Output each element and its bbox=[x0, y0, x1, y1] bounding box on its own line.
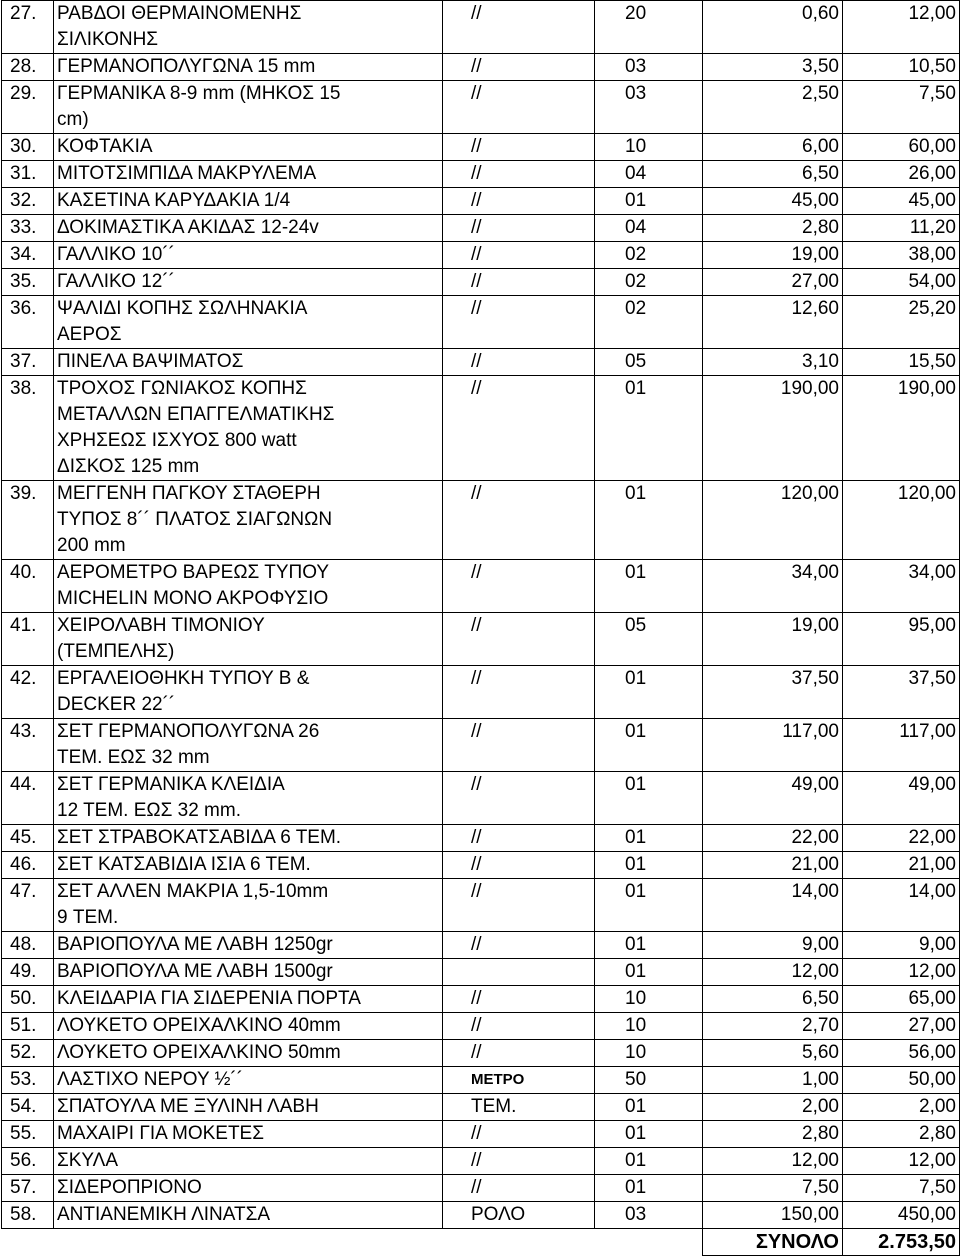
table-row bbox=[2, 134, 960, 161]
item-unit: // bbox=[443, 932, 595, 959]
table-row bbox=[2, 560, 960, 613]
item-quantity: 01 bbox=[595, 1121, 703, 1148]
item-number: 44. bbox=[2, 772, 54, 825]
item-quantity: 01 bbox=[595, 879, 703, 932]
item-unit: ΜΕΤΡΟ bbox=[443, 1067, 595, 1094]
item-unit: // bbox=[443, 825, 595, 852]
item-description: ΕΡΓΑΛΕΙΟΘΗΚΗ ΤΥΠΟΥ Β & DECKER 22´´ bbox=[54, 666, 443, 719]
table-row bbox=[2, 242, 960, 269]
item-description: ΔΟΚΙΜΑΣΤΙΚΑ ΑΚΙΔΑΣ 12-24v bbox=[54, 215, 443, 242]
item-description: ΠΙΝΕΛΑ ΒΑΨΙΜΑΤΟΣ bbox=[54, 349, 443, 376]
table-row bbox=[2, 1148, 960, 1175]
item-number: 38. bbox=[2, 376, 54, 481]
item-quantity: 10 bbox=[595, 134, 703, 161]
item-quantity: 01 bbox=[595, 1094, 703, 1121]
item-total: 21,00 bbox=[843, 852, 960, 879]
item-quantity: 05 bbox=[595, 613, 703, 666]
table-row bbox=[2, 81, 960, 134]
item-total: 56,00 bbox=[843, 1040, 960, 1067]
item-unit-price: 19,00 bbox=[703, 242, 843, 269]
item-unit-price: 2,50 bbox=[703, 81, 843, 134]
item-quantity: 10 bbox=[595, 986, 703, 1013]
item-unit-price: 120,00 bbox=[703, 481, 843, 560]
table-row bbox=[2, 879, 960, 932]
item-description: ΣΕΤ ΑΛΛΕΝ ΜΑΚΡΙΑ 1,5-10mm 9 ΤΕΜ. bbox=[54, 879, 443, 932]
item-number: 54. bbox=[2, 1094, 54, 1121]
item-unit-price: 3,50 bbox=[703, 54, 843, 81]
item-unit: // bbox=[443, 879, 595, 932]
item-unit-price: 37,50 bbox=[703, 666, 843, 719]
item-unit-price: 7,50 bbox=[703, 1175, 843, 1202]
item-unit: ΤΕΜ. bbox=[443, 1094, 595, 1121]
item-number: 28. bbox=[2, 54, 54, 81]
item-unit: // bbox=[443, 1175, 595, 1202]
item-total: 50,00 bbox=[843, 1067, 960, 1094]
item-description: ΓΑΛΛΙΚΟ 12´´ bbox=[54, 269, 443, 296]
item-unit: // bbox=[443, 376, 595, 481]
item-number: 27. bbox=[2, 1, 54, 54]
item-number: 52. bbox=[2, 1040, 54, 1067]
item-unit-price: 2,00 bbox=[703, 1094, 843, 1121]
item-unit-price: 6,50 bbox=[703, 161, 843, 188]
table-row bbox=[2, 1121, 960, 1148]
item-total: 95,00 bbox=[843, 613, 960, 666]
item-number: 42. bbox=[2, 666, 54, 719]
item-total: 11,20 bbox=[843, 215, 960, 242]
item-quantity: 02 bbox=[595, 296, 703, 349]
total-label: ΣΥΝΟΛΟ bbox=[703, 1229, 843, 1256]
table-row bbox=[2, 1013, 960, 1040]
item-number: 43. bbox=[2, 719, 54, 772]
item-unit: // bbox=[443, 54, 595, 81]
item-unit-price: 6,00 bbox=[703, 134, 843, 161]
item-unit bbox=[443, 959, 595, 986]
item-description: ΒΑΡΙΟΠΟΥΛΑ ΜΕ ΛΑΒΗ 1500gr bbox=[54, 959, 443, 986]
item-description: ΚΟΦΤΑΚΙΑ bbox=[54, 134, 443, 161]
item-quantity: 01 bbox=[595, 481, 703, 560]
item-unit: // bbox=[443, 986, 595, 1013]
item-unit: // bbox=[443, 1040, 595, 1067]
item-number: 37. bbox=[2, 349, 54, 376]
item-description: ΤΡΟΧΟΣ ΓΩΝΙΑΚΟΣ ΚΟΠΗΣ ΜΕΤΑΛΛΩΝ ΕΠΑΓΓΕΛΜΑΤΙΚΗΣ ΧΡΗΣΕΩΣ ΙΣΧΥΟΣ 800 watt ΔΙΣΚΟΣ 125 mm bbox=[54, 376, 443, 481]
item-unit-price: 150,00 bbox=[703, 1202, 843, 1229]
table-row bbox=[2, 269, 960, 296]
item-description: ΚΑΣΕΤΙΝΑ ΚΑΡΥΔΑΚΙΑ 1/4 bbox=[54, 188, 443, 215]
item-unit: // bbox=[443, 242, 595, 269]
item-description: ΛΑΣΤΙΧΟ ΝΕΡΟΥ ½´´ bbox=[54, 1067, 443, 1094]
item-quantity: 20 bbox=[595, 1, 703, 54]
table-row bbox=[2, 215, 960, 242]
item-unit-price: 12,60 bbox=[703, 296, 843, 349]
total-row-spacer bbox=[2, 1229, 54, 1256]
item-description: ΓΕΡΜΑΝΟΠΟΛΥΓΩΝΑ 15 mm bbox=[54, 54, 443, 81]
table-row bbox=[2, 666, 960, 719]
item-total: 54,00 bbox=[843, 269, 960, 296]
item-number: 57. bbox=[2, 1175, 54, 1202]
table-row bbox=[2, 349, 960, 376]
item-total: 7,50 bbox=[843, 1175, 960, 1202]
total-row bbox=[2, 1229, 960, 1256]
item-unit-price: 21,00 bbox=[703, 852, 843, 879]
item-total: 2,00 bbox=[843, 1094, 960, 1121]
item-unit: // bbox=[443, 1148, 595, 1175]
item-unit-price: 5,60 bbox=[703, 1040, 843, 1067]
item-unit: // bbox=[443, 719, 595, 772]
item-unit-price: 49,00 bbox=[703, 772, 843, 825]
item-total: 9,00 bbox=[843, 932, 960, 959]
item-total: 26,00 bbox=[843, 161, 960, 188]
item-total: 120,00 bbox=[843, 481, 960, 560]
item-number: 53. bbox=[2, 1067, 54, 1094]
item-total: 38,00 bbox=[843, 242, 960, 269]
item-unit: // bbox=[443, 81, 595, 134]
item-total: 45,00 bbox=[843, 188, 960, 215]
item-description: ΣΕΤ ΓΕΡΜΑΝΟΠΟΛΥΓΩΝΑ 26 ΤΕΜ. ΕΩΣ 32 mm bbox=[54, 719, 443, 772]
item-quantity: 03 bbox=[595, 81, 703, 134]
item-total: 65,00 bbox=[843, 986, 960, 1013]
table-row bbox=[2, 1094, 960, 1121]
item-quantity: 05 bbox=[595, 349, 703, 376]
item-total: 117,00 bbox=[843, 719, 960, 772]
item-number: 45. bbox=[2, 825, 54, 852]
item-unit: // bbox=[443, 188, 595, 215]
item-description: ΓΕΡΜΑΝΙΚΑ 8-9 mm (ΜΗΚΟΣ 15 cm) bbox=[54, 81, 443, 134]
item-total: 12,00 bbox=[843, 1148, 960, 1175]
item-number: 47. bbox=[2, 879, 54, 932]
item-quantity: 02 bbox=[595, 242, 703, 269]
item-unit: // bbox=[443, 772, 595, 825]
item-total: 37,50 bbox=[843, 666, 960, 719]
item-total: 14,00 bbox=[843, 879, 960, 932]
item-description: ΨΑΛΙΔΙ ΚΟΠΗΣ ΣΩΛΗΝΑΚΙΑ ΑΕΡΟΣ bbox=[54, 296, 443, 349]
item-unit-price: 12,00 bbox=[703, 959, 843, 986]
items-table bbox=[1, 0, 960, 1256]
item-unit-price: 1,00 bbox=[703, 1067, 843, 1094]
item-unit-price: 27,00 bbox=[703, 269, 843, 296]
item-description: ΣΚΥΛΑ bbox=[54, 1148, 443, 1175]
item-quantity: 01 bbox=[595, 666, 703, 719]
table-row bbox=[2, 613, 960, 666]
item-unit-price: 190,00 bbox=[703, 376, 843, 481]
item-description: ΣΕΤ ΓΕΡΜΑΝΙΚΑ ΚΛΕΙΔΙΑ 12 ΤΕΜ. ΕΩΣ 32 mm. bbox=[54, 772, 443, 825]
table-row bbox=[2, 188, 960, 215]
table-row bbox=[2, 1202, 960, 1229]
item-quantity: 01 bbox=[595, 560, 703, 613]
item-description: ΚΛΕΙΔΑΡΙΑ ΓΙΑ ΣΙΔΕΡΕΝΙΑ ΠΟΡΤΑ bbox=[54, 986, 443, 1013]
item-total: 15,50 bbox=[843, 349, 960, 376]
item-number: 32. bbox=[2, 188, 54, 215]
item-unit: // bbox=[443, 1013, 595, 1040]
item-unit-price: 6,50 bbox=[703, 986, 843, 1013]
items-table-body bbox=[2, 1, 960, 1256]
item-quantity: 03 bbox=[595, 1202, 703, 1229]
item-unit-price: 34,00 bbox=[703, 560, 843, 613]
table-row bbox=[2, 1, 960, 54]
item-unit-price: 9,00 bbox=[703, 932, 843, 959]
item-unit: // bbox=[443, 215, 595, 242]
item-total: 34,00 bbox=[843, 560, 960, 613]
item-description: ΛΟΥΚΕΤΟ ΟΡΕΙΧΑΛΚΙΝΟ 40mm bbox=[54, 1013, 443, 1040]
item-number: 58. bbox=[2, 1202, 54, 1229]
item-quantity: 01 bbox=[595, 825, 703, 852]
table-row bbox=[2, 772, 960, 825]
item-number: 55. bbox=[2, 1121, 54, 1148]
item-quantity: 02 bbox=[595, 269, 703, 296]
item-number: 49. bbox=[2, 959, 54, 986]
item-quantity: 01 bbox=[595, 932, 703, 959]
item-unit-price: 45,00 bbox=[703, 188, 843, 215]
item-unit: // bbox=[443, 296, 595, 349]
item-quantity: 01 bbox=[595, 376, 703, 481]
item-number: 39. bbox=[2, 481, 54, 560]
item-quantity: 04 bbox=[595, 161, 703, 188]
item-description: ΑΝΤΙΑΝΕΜΙΚΗ ΛΙΝΑΤΣΑ bbox=[54, 1202, 443, 1229]
item-description: ΣΠΑΤΟΥΛΑ ΜΕ ΞΥΛΙΝΗ ΛΑΒΗ bbox=[54, 1094, 443, 1121]
item-quantity: 10 bbox=[595, 1040, 703, 1067]
item-unit: // bbox=[443, 349, 595, 376]
item-description: ΡΑΒΔΟΙ ΘΕΡΜΑΙΝΟΜΕΝΗΣ ΣΙΛΙΚΟΝΗΣ bbox=[54, 1, 443, 54]
item-unit: // bbox=[443, 1, 595, 54]
item-unit: // bbox=[443, 161, 595, 188]
item-number: 56. bbox=[2, 1148, 54, 1175]
table-row bbox=[2, 825, 960, 852]
item-number: 34. bbox=[2, 242, 54, 269]
item-number: 30. bbox=[2, 134, 54, 161]
item-unit: // bbox=[443, 613, 595, 666]
item-description: ΣΙΔΕΡΟΠΡΙΟΝΟ bbox=[54, 1175, 443, 1202]
item-quantity: 01 bbox=[595, 1175, 703, 1202]
item-number: 51. bbox=[2, 1013, 54, 1040]
item-total: 190,00 bbox=[843, 376, 960, 481]
table-row bbox=[2, 54, 960, 81]
item-number: 46. bbox=[2, 852, 54, 879]
item-quantity: 01 bbox=[595, 852, 703, 879]
item-unit-price: 2,70 bbox=[703, 1013, 843, 1040]
item-total: 12,00 bbox=[843, 959, 960, 986]
item-quantity: 01 bbox=[595, 1148, 703, 1175]
item-description: ΧΕΙΡΟΛΑΒΗ ΤΙΜΟΝΙΟΥ (ΤΕΜΠΕΛΗΣ) bbox=[54, 613, 443, 666]
table-row bbox=[2, 1040, 960, 1067]
item-unit: // bbox=[443, 481, 595, 560]
item-unit: // bbox=[443, 666, 595, 719]
item-unit: // bbox=[443, 134, 595, 161]
item-total: 10,50 bbox=[843, 54, 960, 81]
item-total: 60,00 bbox=[843, 134, 960, 161]
total-row-spacer bbox=[54, 1229, 443, 1256]
item-unit-price: 12,00 bbox=[703, 1148, 843, 1175]
total-row-spacer bbox=[443, 1229, 595, 1256]
item-total: 27,00 bbox=[843, 1013, 960, 1040]
item-number: 31. bbox=[2, 161, 54, 188]
item-description: ΒΑΡΙΟΠΟΥΛΑ ΜΕ ΛΑΒΗ 1250gr bbox=[54, 932, 443, 959]
item-number: 41. bbox=[2, 613, 54, 666]
table-row bbox=[2, 1067, 960, 1094]
table-row bbox=[2, 852, 960, 879]
item-unit-price: 14,00 bbox=[703, 879, 843, 932]
item-number: 36. bbox=[2, 296, 54, 349]
item-unit-price: 0,60 bbox=[703, 1, 843, 54]
item-quantity: 01 bbox=[595, 188, 703, 215]
table-row bbox=[2, 986, 960, 1013]
item-unit: // bbox=[443, 852, 595, 879]
item-description: ΜΕΓΓΕΝΗ ΠΑΓΚΟΥ ΣΤΑΘΕΡΗ ΤΥΠΟΣ 8´´ ΠΛΑΤΟΣ ΣΙΑΓΩΝΩΝ 200 mm bbox=[54, 481, 443, 560]
item-total: 2,80 bbox=[843, 1121, 960, 1148]
item-unit-price: 3,10 bbox=[703, 349, 843, 376]
table-row bbox=[2, 376, 960, 481]
item-unit-price: 2,80 bbox=[703, 1121, 843, 1148]
table-row bbox=[2, 481, 960, 560]
table-row bbox=[2, 296, 960, 349]
item-number: 48. bbox=[2, 932, 54, 959]
item-unit: ΡΟΛΟ bbox=[443, 1202, 595, 1229]
table-row bbox=[2, 959, 960, 986]
item-number: 35. bbox=[2, 269, 54, 296]
item-quantity: 01 bbox=[595, 719, 703, 772]
item-total: 450,00 bbox=[843, 1202, 960, 1229]
item-quantity: 10 bbox=[595, 1013, 703, 1040]
item-description: ΛΟΥΚΕΤΟ ΟΡΕΙΧΑΛΚΙΝΟ 50mm bbox=[54, 1040, 443, 1067]
item-quantity: 01 bbox=[595, 772, 703, 825]
item-description: ΜΑΧΑΙΡΙ ΓΙΑ ΜΟΚΕΤΕΣ bbox=[54, 1121, 443, 1148]
item-total: 49,00 bbox=[843, 772, 960, 825]
item-description: ΣΕΤ ΣΤΡΑΒΟΚΑΤΣΑΒΙΔΑ 6 ΤΕΜ. bbox=[54, 825, 443, 852]
item-description: ΑΕΡΟΜΕΤΡΟ ΒΑΡΕΩΣ ΤΥΠΟΥ MICHELIN ΜΟΝΟ ΑΚΡΟΦΥΣΙΟ bbox=[54, 560, 443, 613]
item-description: ΣΕΤ ΚΑΤΣΑΒΙΔΙΑ ΙΣΙΑ 6 ΤΕΜ. bbox=[54, 852, 443, 879]
item-description: ΓΑΛΛΙΚΟ 10´´ bbox=[54, 242, 443, 269]
item-number: 33. bbox=[2, 215, 54, 242]
table-row bbox=[2, 932, 960, 959]
item-total: 7,50 bbox=[843, 81, 960, 134]
table-row bbox=[2, 719, 960, 772]
item-unit-price: 19,00 bbox=[703, 613, 843, 666]
item-number: 29. bbox=[2, 81, 54, 134]
item-total: 12,00 bbox=[843, 1, 960, 54]
item-unit-price: 22,00 bbox=[703, 825, 843, 852]
item-unit: // bbox=[443, 560, 595, 613]
item-number: 40. bbox=[2, 560, 54, 613]
item-quantity: 04 bbox=[595, 215, 703, 242]
total-value: 2.753,50 bbox=[843, 1229, 960, 1256]
item-total: 25,20 bbox=[843, 296, 960, 349]
item-quantity: 50 bbox=[595, 1067, 703, 1094]
item-unit-price: 117,00 bbox=[703, 719, 843, 772]
item-description: ΜΙΤΟΤΣΙΜΠΙΔΑ ΜΑΚΡΥΛΕΜΑ bbox=[54, 161, 443, 188]
item-number: 50. bbox=[2, 986, 54, 1013]
item-total: 22,00 bbox=[843, 825, 960, 852]
item-unit: // bbox=[443, 1121, 595, 1148]
table-row bbox=[2, 1175, 960, 1202]
item-quantity: 03 bbox=[595, 54, 703, 81]
item-quantity: 01 bbox=[595, 959, 703, 986]
table-row bbox=[2, 161, 960, 188]
item-unit-price: 2,80 bbox=[703, 215, 843, 242]
total-row-spacer bbox=[595, 1229, 703, 1256]
item-unit: // bbox=[443, 269, 595, 296]
